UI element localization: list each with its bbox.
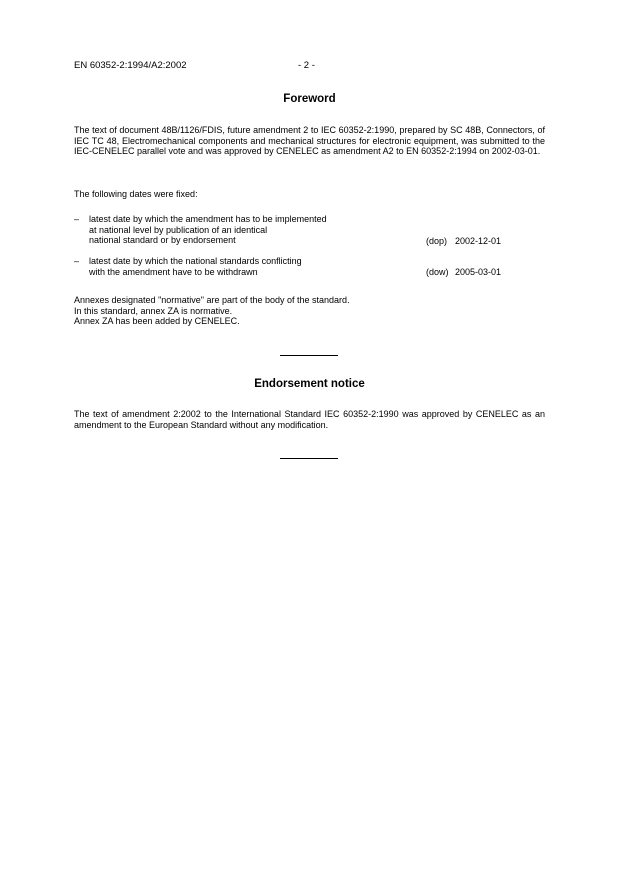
date-list-line: latest date by which the amendment has to be implemented [89,214,327,224]
annex-note-line: Annex ZA has been added by CENELEC. [74,316,240,327]
endorsement-paragraph: The text of amendment 2:2002 to the International Standard IEC 60352-2:1990 was approved by CENELEC as an amendment to the European Standard without any modification. [74,409,545,430]
document-reference: EN 60352-2:1994/A2:2002 [74,60,187,71]
date-value: 2005-03-01 [455,267,502,277]
foreword-title: Foreword [283,93,336,105]
annex-note-line: Annexes designated "normative" are part of the body of the standard. [74,295,350,305]
date-list-item-text [89,214,419,246]
endorsement-title: Endorsement notice [254,378,365,390]
date-list-line: national standard or by endorsement [89,235,236,246]
section-divider [280,458,338,459]
page-number: - 2 - [298,60,315,71]
list-dash: – [74,256,80,266]
date-code: (dop) [426,236,448,246]
date-list-item-text [89,256,419,277]
section-divider [280,355,338,356]
annex-notes [74,295,545,327]
dates-intro: The following dates were fixed: [74,189,198,199]
date-list-line: at national level by publication of an identical [89,224,268,235]
date-code: (dow) [426,267,449,277]
date-value: 2002-12-01 [455,236,502,246]
annex-note-line: In this standard, annex ZA is normative. [74,305,233,316]
date-list-line: latest date by which the national standards conflicting [89,256,302,266]
list-dash: – [74,214,80,224]
foreword-intro-paragraph: The text of document 48B/1126/FDIS, future amendment 2 to IEC 60352-2:1990, prepared by SC 48B, Connectors, of IEC TC 48, Electromechanical components and mechanical structures for electronic equipment, was submitted to the IEC-CENELEC parallel vote and was approved by CENELEC as amendment A2 to EN 60352-2:1994 on 2002-03-01. [74,125,545,157]
date-list-line: with the amendment have to be withdrawn [89,266,258,277]
